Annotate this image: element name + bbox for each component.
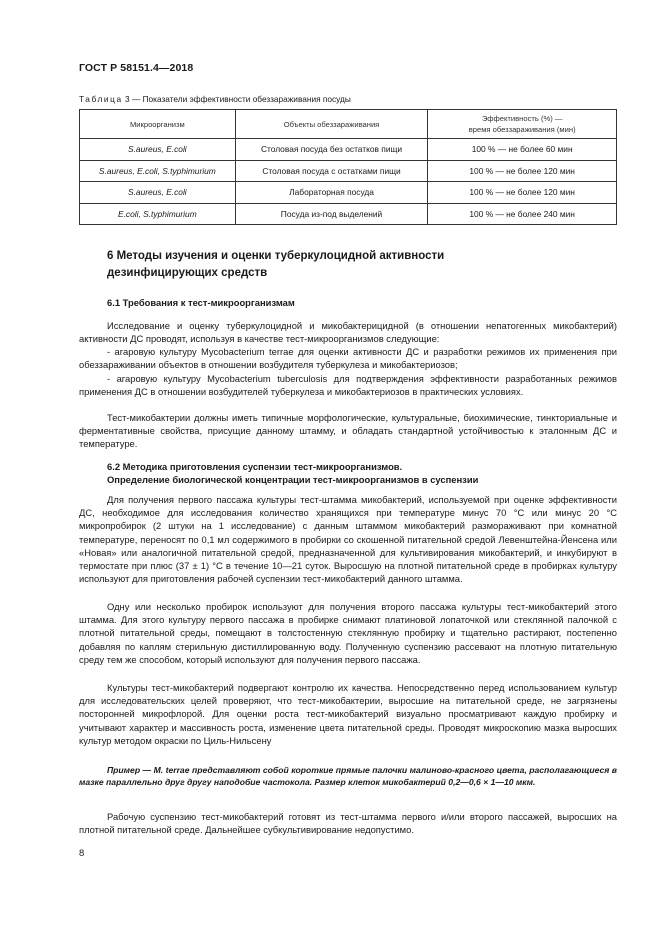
paragraph: Одну или несколько пробирок используют для получения второго пассажа культуры тест-микобактерий этого штамма. Для этого культуру первого пассажа в пробирке снимают платиновой лопаточкой или стеклянной палочкой с плотной питательной среды, помещают в толстостенную стеклянную пробирку и тщательно растирают, постепенно добавляя по каплям стерильную дистиллированную воду. Полученную суспензию рассевают на плотную питательную среду тем же способом, который используют для получения первого пассажа. <box>79 601 617 665</box>
example-note: Пример — M. terrae представляют собой короткие прямые палочки малиново-красного цвета, располагающиеся в мазке параллельно друг другу наподобие частокола. Размер клеток микобактерий 0,2—0,6 × 1—10 мкм. <box>79 765 617 788</box>
efficiency-table <box>79 109 617 225</box>
section-6-heading-line1: 6 Методы изучения и оценки туберкулоцидной активности <box>107 250 445 262</box>
cell-microorganism: S.aureus, E.coli <box>80 182 236 204</box>
header-efficiency <box>428 110 617 139</box>
list-item: - агаровую культуру Mycobacterium terrae для оценки активности ДС и разработки режимов их применения при обеззараживании объектов в отношении возбудителя туберкулеза и микобактериозов; <box>79 346 617 371</box>
subsection-6-2-heading-line1: 6.2 Методика приготовления суспензии тест-микроорганизмов. <box>107 461 403 472</box>
cell-efficiency: 100 % — не более 60 мин <box>428 139 617 161</box>
table-row <box>80 182 617 204</box>
header-efficiency-line1: Эффективность (%) — <box>481 114 563 123</box>
section-6-heading <box>107 248 587 282</box>
paragraph: Для получения первого пассажа культуры тест-штамма микобактерий, используемой при оценке эффективности ДС, необходимое для исследования количество хранящихся при температуре минус 70 °С или минус 20 °С микропробирок (2 штуки на 1 исследование) с данным штаммом микобактерий размораживают при комнатной температуре, переносят по 0,1 мл содержимого в пробирки со скошенной питательной средой Левенштейна-Йенсена или «Новая» или аналогичной питательной средой, предназначенной для культивирования микобактерий, и инкубируют в термостате при плюс (37 ± 1) °С в течение 10—21 суток. Выросшую на плотной питательной среде в пробирках культуру используют для приготовления рабочей суспензии тест-микобактерий данного штамма. <box>79 494 617 585</box>
table-row <box>80 160 617 182</box>
cell-efficiency: 100 % — не более 120 мин <box>428 182 617 204</box>
header-efficiency-line2: время обеззараживания (мин) <box>468 125 576 134</box>
paragraph: Рабочую суспензию тест-микобактерий готовят из тест-штамма первого и/или второго пассажей, выросших на плотной питательной среде. Дальнейшее субкультивирование недопустимо. <box>79 811 617 836</box>
paragraph: Тест-микобактерии должны иметь типичные морфологические, культуральные, биохимические, тинкториальные и ферментативные свойства, присущие данному штамму, и обладать стандартной устойчивостью к эталонным ДС и температуре. <box>79 412 617 450</box>
subsection-6-1-heading: 6.1 Требования к тест-микроорганизмам <box>107 297 295 308</box>
cell-efficiency: 100 % — не более 240 мин <box>428 203 617 225</box>
table-caption-label: Таблица <box>79 94 123 104</box>
table-caption-text: 3 — Показатели эффективности обеззараживания посуды <box>125 94 351 104</box>
cell-object: Столовая посуда с остатками пищи <box>235 160 428 182</box>
cell-microorganism: S.aureus, E.coli <box>80 139 236 161</box>
table-caption <box>79 94 351 104</box>
table-header-row <box>80 110 617 139</box>
section-6-heading-line2: дезинфицирующих средств <box>107 267 268 279</box>
list-item: - агаровую культуру Mycobacterium tuberculosis для подтверждения эффективности разработанных режимов применения ДС в отношении возбудителей туберкулеза и микобактериозов в практических условиях. <box>79 373 617 398</box>
cell-object: Столовая посуда без остатков пищи <box>235 139 428 161</box>
subsection-6-2-heading <box>107 460 478 486</box>
header-objects: Объекты обеззараживания <box>235 110 428 139</box>
table-row <box>80 203 617 225</box>
header-microorganism: Микроорганизм <box>80 110 236 139</box>
cell-microorganism: E.coli, S.typhimurium <box>80 203 236 225</box>
page-number: 8 <box>79 848 85 859</box>
paragraph: Исследование и оценку туберкулоцидной и микобактерицидной (в отношении непатогенных микобактерий) активности ДС проводят, используя в качестве тест-микроорганизмов следующие: <box>79 320 617 345</box>
cell-object: Посуда из-под выделений <box>235 203 428 225</box>
cell-microorganism: S.aureus, E.coli, S.typhimurium <box>80 160 236 182</box>
paragraph: Культуры тест-микобактерий подвергают контролю их качества. Непосредственно перед использованием культур для исследовательских целей проверяют, что тест-микобактерии, выросшие на питательной среде, не загрязнены посторонней микрофлорой. Для оценки роста тест-микобактерий визуально просматривают каждую пробирку и учитывают характер и массивность роста, изменение цвета питательной среды. Проводят микроскопию мазка выросших культур методом окраски по Циль-Нильсену <box>79 682 617 746</box>
cell-object: Лабораторная посуда <box>235 182 428 204</box>
cell-efficiency: 100 % — не более 120 мин <box>428 160 617 182</box>
subsection-6-2-heading-line2: Определение биологической концентрации тест-микроорганизмов в суспензии <box>107 474 479 485</box>
table-row <box>80 139 617 161</box>
document-header: ГОСТ Р 58151.4—2018 <box>79 62 194 74</box>
